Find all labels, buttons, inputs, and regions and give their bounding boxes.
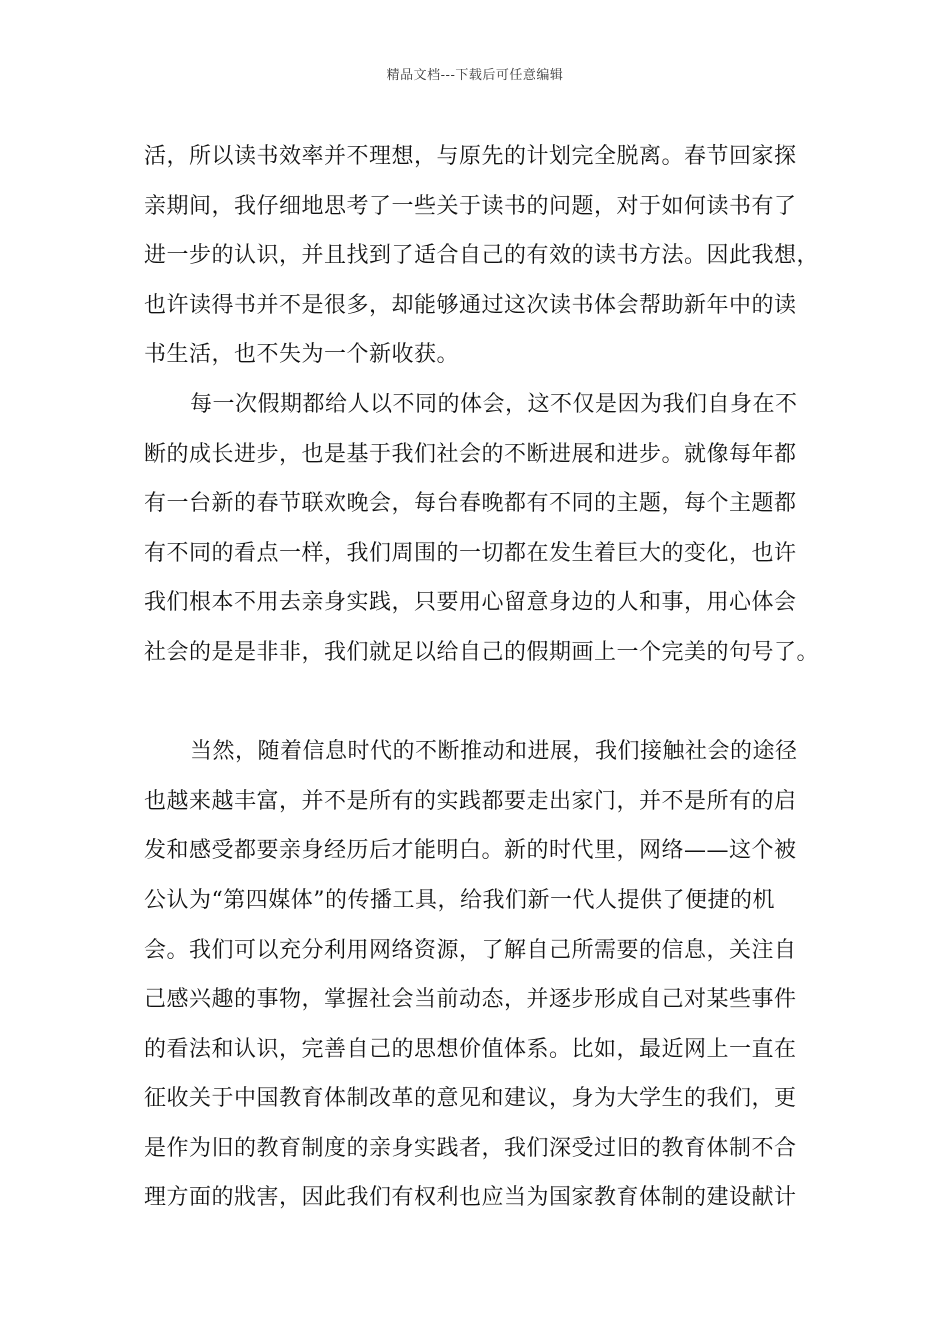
paragraph-2 (144, 380, 824, 678)
text-line: 我们根本不用去亲身实践，只要用心留意身边的人和事，用心体会 (144, 590, 797, 616)
text-line: 发和感受都要亲身经历后才能明白。新的时代里，网络——这个被 (144, 838, 797, 864)
text-line: 亲期间，我仔细地思考了一些关于读书的问题，对于如何读书有了 (144, 193, 797, 219)
text-line: 的看法和认识，完善自己的思想价值体系。比如，最近网上一直在 (144, 1036, 797, 1062)
document-body (144, 132, 824, 1223)
text-line: 进一步的认识，并且找到了适合自己的有效的读书方法。因此我想， (144, 243, 820, 269)
paragraph-gap (144, 678, 824, 728)
text-line: 也许读得书并不是很多，却能够通过这次读书体会帮助新年中的读 (144, 292, 797, 318)
text-line: 断的成长进步，也是基于我们社会的不断进展和进步。就像每年都 (144, 441, 797, 467)
text-line: 社会的是是非非，我们就足以给自己的假期画上一个完美的句号了。 (144, 639, 820, 665)
text-line: 是作为旧的教育制度的亲身实践者，我们深受过旧的教育体制不合 (144, 1135, 797, 1161)
text-line: 当然，随着信息时代的不断推动和进展，我们接触社会的途径 (190, 739, 798, 765)
text-line: 有不同的看点一样，我们周围的一切都在发生着巨大的变化，也许 (144, 540, 797, 566)
text-line: 书生活，也不失为一个新收获。 (144, 342, 460, 368)
text-line: 征收关于中国教育体制改革的意见和建议，身为大学生的我们，更 (144, 1086, 797, 1112)
text-line: 活，所以读书效率并不理想，与原先的计划完全脱离。春节回家探 (144, 144, 797, 169)
paragraph-3 (144, 727, 824, 1223)
text-line: 理方面的戕害，因此我们有权利也应当为国家教育体制的建设献计 (144, 1185, 797, 1211)
text-line: 会。我们可以充分利用网络资源，了解自己所需要的信息，关注自 (144, 937, 797, 963)
text-line: 公认为“第四媒体”的传播工具，给我们新一代人提供了便捷的机 (144, 887, 775, 913)
text-line: 有一台新的春节联欢晚会，每台春晚都有不同的主题，每个主题都 (144, 491, 797, 517)
paragraph-1 (144, 132, 824, 380)
text-line: 每一次假期都给人以不同的体会，这不仅是因为我们自身在不 (190, 391, 798, 417)
text-line: 也越来越丰富，并不是所有的实践都要走出家门，并不是所有的启 (144, 788, 797, 814)
page-header: 精品文档---下载后可任意编辑 (386, 68, 564, 83)
text-line: 己感兴趣的事物，掌握社会当前动态，并逐步形成自己对某些事件 (144, 987, 797, 1013)
